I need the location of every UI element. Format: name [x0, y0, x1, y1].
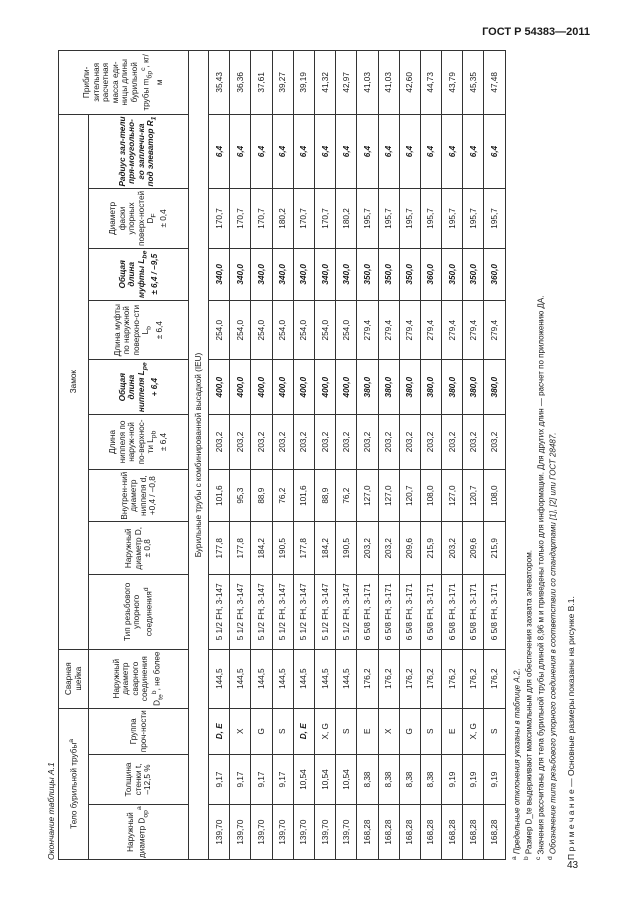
cell-lb: 254,0	[272, 301, 293, 360]
cell-lpb: 203,2	[399, 415, 420, 470]
cell-wall: 8,38	[378, 754, 399, 804]
pipe-dimensions-table	[58, 50, 506, 860]
cell-lb: 254,0	[314, 301, 335, 360]
cell-r1: 6,4	[293, 114, 314, 189]
cell-wall: 9,19	[484, 754, 505, 804]
cell-lb: 279,4	[420, 301, 441, 360]
cell-mass: 37,61	[251, 51, 272, 115]
cell-thread: 6 5/8 FH, 3-171	[420, 575, 441, 650]
table-row	[463, 51, 484, 860]
cell-lpe: 380,0	[399, 360, 420, 415]
cell-od: 139,70	[336, 805, 357, 860]
table-row	[420, 51, 441, 860]
cell-od: 168,28	[442, 805, 463, 860]
cell-lb: 254,0	[230, 301, 251, 360]
group-pipe-body: Тело бурильной трубы$^a$	[59, 708, 89, 859]
cell-lbe: 350,0	[442, 248, 463, 301]
col-outer-diameter: Наружный диаметр $D_{ор}^a$	[89, 805, 189, 860]
cell-jod: 177,8	[209, 522, 230, 575]
cell-jid: 127,0	[378, 469, 399, 522]
cell-lbe: 360,0	[484, 248, 505, 301]
cell-thread: 6 5/8 FH, 3-171	[399, 575, 420, 650]
group-tool-joint: Замок	[59, 114, 89, 649]
cell-weld: 176,2	[442, 649, 463, 708]
cell-lpe: 400,0	[209, 360, 230, 415]
cell-mass: 39,19	[293, 51, 314, 115]
cell-lb: 279,4	[442, 301, 463, 360]
cell-lbe: 350,0	[463, 248, 484, 301]
cell-lpb: 203,2	[272, 415, 293, 470]
cell-thread: 5 1/2 FH, 3-147	[314, 575, 335, 650]
cell-jid: 101,6	[209, 469, 230, 522]
cell-df: 195,7	[357, 189, 378, 248]
cell-jod: 215,9	[420, 522, 441, 575]
cell-thread: 5 1/2 FH, 3-147	[251, 575, 272, 650]
cell-r1: 6,4	[272, 114, 293, 189]
cell-od: 168,28	[399, 805, 420, 860]
cell-lbe: 340,0	[314, 248, 335, 301]
table-row	[399, 51, 420, 860]
cell-r1: 6,4	[420, 114, 441, 189]
cell-thread: 6 5/8 FH, 3-171	[484, 575, 505, 650]
cell-grade: S	[484, 708, 505, 754]
cell-jod: 190,5	[272, 522, 293, 575]
cell-jid: 101,6	[293, 469, 314, 522]
cell-lbe: 340,0	[209, 248, 230, 301]
cell-jod: 177,8	[293, 522, 314, 575]
cell-r1: 6,4	[442, 114, 463, 189]
cell-thread: 5 1/2 FH, 3-147	[230, 575, 251, 650]
cell-lpe: 400,0	[272, 360, 293, 415]
cell-weld: 176,2	[420, 649, 441, 708]
cell-jid: 88,9	[314, 469, 335, 522]
table-row	[209, 51, 230, 860]
cell-wall: 10,54	[293, 754, 314, 804]
cell-jod: 215,9	[484, 522, 505, 575]
cell-lpb: 203,2	[336, 415, 357, 470]
cell-thread: 5 1/2 FH, 3-147	[336, 575, 357, 650]
table-body	[209, 51, 506, 860]
cell-thread: 5 1/2 FH, 3-147	[209, 575, 230, 650]
cell-jod: 203,2	[378, 522, 399, 575]
cell-lb: 254,0	[209, 301, 230, 360]
cell-grade: X	[230, 708, 251, 754]
cell-jod: 184,2	[314, 522, 335, 575]
cell-grade: X, G	[314, 708, 335, 754]
cell-grade: G	[251, 708, 272, 754]
cell-mass: 36,36	[230, 51, 251, 115]
col-box-total: Общая длина муфты $L_{be}$ ± 6,4 / –9,5	[89, 248, 189, 301]
cell-df: 180,2	[272, 189, 293, 248]
cell-od: 168,28	[463, 805, 484, 860]
cell-r1: 6,4	[251, 114, 272, 189]
cell-df: 170,7	[293, 189, 314, 248]
cell-od: 168,28	[357, 805, 378, 860]
cell-wall: 9,17	[230, 754, 251, 804]
cell-od: 168,28	[420, 805, 441, 860]
table-caption: Окончание таблицы А.1	[46, 762, 56, 860]
footnote-a: $^a$ Предельные отклонения указаны в таблице А.2.	[510, 668, 522, 860]
cell-jid: 127,0	[357, 469, 378, 522]
cell-wall: 9,17	[272, 754, 293, 804]
cell-df: 170,7	[314, 189, 335, 248]
cell-jod: 209,6	[399, 522, 420, 575]
cell-lpe: 400,0	[251, 360, 272, 415]
cell-lpb: 203,2	[209, 415, 230, 470]
cell-grade: X, G	[463, 708, 484, 754]
cell-lpb: 203,2	[314, 415, 335, 470]
cell-wall: 9,17	[209, 754, 230, 804]
cell-r1: 6,4	[230, 114, 251, 189]
col-wall: Толщина стенки t, –12,5 %	[89, 754, 189, 804]
col-radius: Радиус зал-тели пря-моугольно-го заплечи-ка под элеватор $R_1$	[89, 114, 189, 189]
cell-thread: 6 5/8 FH, 3-171	[442, 575, 463, 650]
cell-lpb: 203,2	[293, 415, 314, 470]
cell-lb: 254,0	[293, 301, 314, 360]
cell-lbe: 340,0	[293, 248, 314, 301]
cell-lb: 279,4	[484, 301, 505, 360]
col-pin-total: Общая длина ниппеля $L_{pe}$ + 6,4	[89, 360, 189, 415]
cell-lpe: 380,0	[442, 360, 463, 415]
cell-wall: 8,38	[357, 754, 378, 804]
cell-od: 139,70	[251, 805, 272, 860]
cell-grade: X	[378, 708, 399, 754]
cell-lb: 279,4	[378, 301, 399, 360]
cell-lpe: 400,0	[336, 360, 357, 415]
cell-lbe: 340,0	[272, 248, 293, 301]
cell-df: 170,7	[251, 189, 272, 248]
cell-thread: 5 1/2 FH, 3-147	[293, 575, 314, 650]
cell-lpb: 203,2	[420, 415, 441, 470]
cell-lpe: 400,0	[314, 360, 335, 415]
table-row	[336, 51, 357, 860]
cell-jid: 76,2	[336, 469, 357, 522]
table-row	[357, 51, 378, 860]
cell-jod: 203,2	[357, 522, 378, 575]
cell-weld: 176,2	[399, 649, 420, 708]
cell-lbe: 340,0	[251, 248, 272, 301]
standard-header: ГОСТ Р 54383—2011	[482, 26, 590, 38]
cell-mass: 42,60	[399, 51, 420, 115]
cell-lbe: 350,0	[378, 248, 399, 301]
cell-jid: 95,3	[230, 469, 251, 522]
table-row	[293, 51, 314, 860]
cell-jid: 120,7	[399, 469, 420, 522]
cell-grade: E	[442, 708, 463, 754]
cell-r1: 6,4	[484, 114, 505, 189]
cell-lpb: 203,2	[442, 415, 463, 470]
cell-jod: 184,2	[251, 522, 272, 575]
footnote-b: $^b$ Размер D_te выдерживают максимальным для обеспечения захвата элеватором.	[522, 550, 534, 860]
cell-mass: 41,32	[314, 51, 335, 115]
cell-mass: 35,43	[209, 51, 230, 115]
cell-mass: 44,73	[420, 51, 441, 115]
cell-weld: 144,5	[336, 649, 357, 708]
cell-df: 180,2	[336, 189, 357, 248]
cell-jid: 88,9	[251, 469, 272, 522]
col-grade: Группа проч-ности	[89, 708, 189, 754]
cell-weld: 144,5	[293, 649, 314, 708]
cell-od: 139,70	[209, 805, 230, 860]
cell-lpe: 380,0	[420, 360, 441, 415]
cell-r1: 6,4	[357, 114, 378, 189]
cell-jid: 76,2	[272, 469, 293, 522]
cell-lb: 254,0	[251, 301, 272, 360]
cell-mass: 41,03	[357, 51, 378, 115]
cell-thread: 6 5/8 FH, 3-171	[463, 575, 484, 650]
col-bevel: Диаметр фаски упорных поверх-ностей $D_F$ ± 0,4	[89, 189, 189, 248]
cell-wall: 10,54	[336, 754, 357, 804]
cell-od: 139,70	[272, 805, 293, 860]
table-row	[378, 51, 399, 860]
footnote-c: $^c$ Значения рассчитаны для тела бурильной трубы длиной 8,96 м и приведены только для информации. Для других длин — расчет по приложению ДА.	[534, 295, 546, 860]
cell-jod: 203,2	[442, 522, 463, 575]
cell-lb: 254,0	[336, 301, 357, 360]
cell-weld: 144,5	[209, 649, 230, 708]
cell-grade: S	[420, 708, 441, 754]
cell-lpe: 380,0	[484, 360, 505, 415]
cell-wall: 10,54	[314, 754, 335, 804]
cell-df: 170,7	[230, 189, 251, 248]
cell-od: 139,70	[314, 805, 335, 860]
cell-jid: 127,0	[442, 469, 463, 522]
cell-lpb: 203,2	[484, 415, 505, 470]
cell-r1: 6,4	[336, 114, 357, 189]
cell-lpb: 203,2	[378, 415, 399, 470]
cell-jod: 177,8	[230, 522, 251, 575]
cell-df: 195,7	[399, 189, 420, 248]
cell-df: 195,7	[378, 189, 399, 248]
cell-weld: 176,2	[378, 649, 399, 708]
cell-wall: 9,17	[251, 754, 272, 804]
cell-lpe: 380,0	[378, 360, 399, 415]
col-joint-id: Внутрен-ний диаметр ниппеля d, +0,4 / –0,8	[89, 469, 189, 522]
cell-wall: 9,19	[463, 754, 484, 804]
cell-mass: 43,79	[442, 51, 463, 115]
cell-grade: D, E	[293, 708, 314, 754]
page-number: 43	[567, 860, 579, 871]
section-title: Бурильные трубы с комбинированной высадкой (IEU)	[189, 51, 209, 860]
cell-weld: 144,5	[314, 649, 335, 708]
footnote-d: $^d$ Обозначение типа резьбового упорного соединения в соответствии со стандартами [1], [2] или ГОСТ 28487.	[546, 432, 558, 860]
cell-lpe: 380,0	[357, 360, 378, 415]
cell-lbe: 360,0	[420, 248, 441, 301]
cell-thread: 6 5/8 FH, 3-171	[357, 575, 378, 650]
cell-grade: S	[272, 708, 293, 754]
cell-mass: 41,03	[378, 51, 399, 115]
cell-df: 195,7	[442, 189, 463, 248]
table-row	[251, 51, 272, 860]
cell-thread: 5 1/2 FH, 3-147	[272, 575, 293, 650]
rotated-table-block	[44, 50, 576, 860]
cell-mass: 45,35	[463, 51, 484, 115]
cell-lpb: 203,2	[357, 415, 378, 470]
table-row	[230, 51, 251, 860]
cell-lb: 279,4	[463, 301, 484, 360]
cell-thread: 6 5/8 FH, 3-171	[378, 575, 399, 650]
cell-wall: 8,38	[399, 754, 420, 804]
cell-lb: 279,4	[357, 301, 378, 360]
cell-grade: S	[336, 708, 357, 754]
table-row	[442, 51, 463, 860]
cell-wall: 8,38	[420, 754, 441, 804]
col-joint-od: Наружный диаметр D, ± 0,8	[89, 522, 189, 575]
cell-df: 195,7	[420, 189, 441, 248]
cell-mass: 39,27	[272, 51, 293, 115]
col-mass: Прибли-зительная расчетная масса еди-ницы длины бурильной трубы $m_{бр}^c$, кг/м	[59, 51, 189, 115]
cell-weld: 144,5	[251, 649, 272, 708]
table-row	[484, 51, 505, 860]
cell-weld: 176,2	[484, 649, 505, 708]
cell-lb: 279,4	[399, 301, 420, 360]
cell-mass: 42,97	[336, 51, 357, 115]
cell-grade: G	[399, 708, 420, 754]
cell-grade: D, E	[209, 708, 230, 754]
cell-jid: 120,7	[463, 469, 484, 522]
cell-lpe: 400,0	[230, 360, 251, 415]
cell-weld: 176,2	[357, 649, 378, 708]
cell-jid: 108,0	[420, 469, 441, 522]
cell-lpe: 400,0	[293, 360, 314, 415]
cell-od: 168,28	[378, 805, 399, 860]
cell-df: 195,7	[463, 189, 484, 248]
cell-jid: 108,0	[484, 469, 505, 522]
col-pin-length: Длина ниппеля по наруж-ной по-верхнос-ти $L_{pb}$ ± 6,4	[89, 415, 189, 470]
footnotes	[510, 50, 558, 860]
cell-weld: 144,5	[272, 649, 293, 708]
cell-mass: 47,48	[484, 51, 505, 115]
cell-wall: 9,19	[442, 754, 463, 804]
cell-lbe: 350,0	[399, 248, 420, 301]
cell-od: 139,70	[293, 805, 314, 860]
cell-lpe: 380,0	[463, 360, 484, 415]
cell-r1: 6,4	[209, 114, 230, 189]
cell-lbe: 350,0	[357, 248, 378, 301]
cell-r1: 6,4	[463, 114, 484, 189]
cell-weld: 144,5	[230, 649, 251, 708]
cell-lbe: 340,0	[336, 248, 357, 301]
group-weld-neck: Сварная шейка	[59, 649, 89, 708]
cell-r1: 6,4	[378, 114, 399, 189]
cell-lpb: 203,2	[463, 415, 484, 470]
table-row	[272, 51, 293, 860]
cell-jod: 209,6	[463, 522, 484, 575]
cell-lpb: 203,2	[230, 415, 251, 470]
cell-df: 170,7	[209, 189, 230, 248]
cell-r1: 6,4	[399, 114, 420, 189]
col-thread-type: Тип резьбового упорного соединения$^d$	[89, 575, 189, 650]
cell-df: 195,7	[484, 189, 505, 248]
cell-grade: E	[357, 708, 378, 754]
table-note: П р и м е ч а н и е — Основные размеры показаны на рисунке В.1.	[565, 596, 576, 860]
cell-lbe: 340,0	[230, 248, 251, 301]
cell-od: 168,28	[484, 805, 505, 860]
col-box-length: Длина муфты по наружной поверхно-сти $L_b$ ± 6,4	[89, 301, 189, 360]
cell-lpb: 203,2	[251, 415, 272, 470]
cell-jod: 190,5	[336, 522, 357, 575]
cell-weld: 176,2	[463, 649, 484, 708]
cell-od: 139,70	[230, 805, 251, 860]
cell-r1: 6,4	[314, 114, 335, 189]
col-weld-diameter: Наружный диаметр сварного соединения $D_{te}^b$, не более	[89, 649, 189, 708]
table-row	[314, 51, 335, 860]
